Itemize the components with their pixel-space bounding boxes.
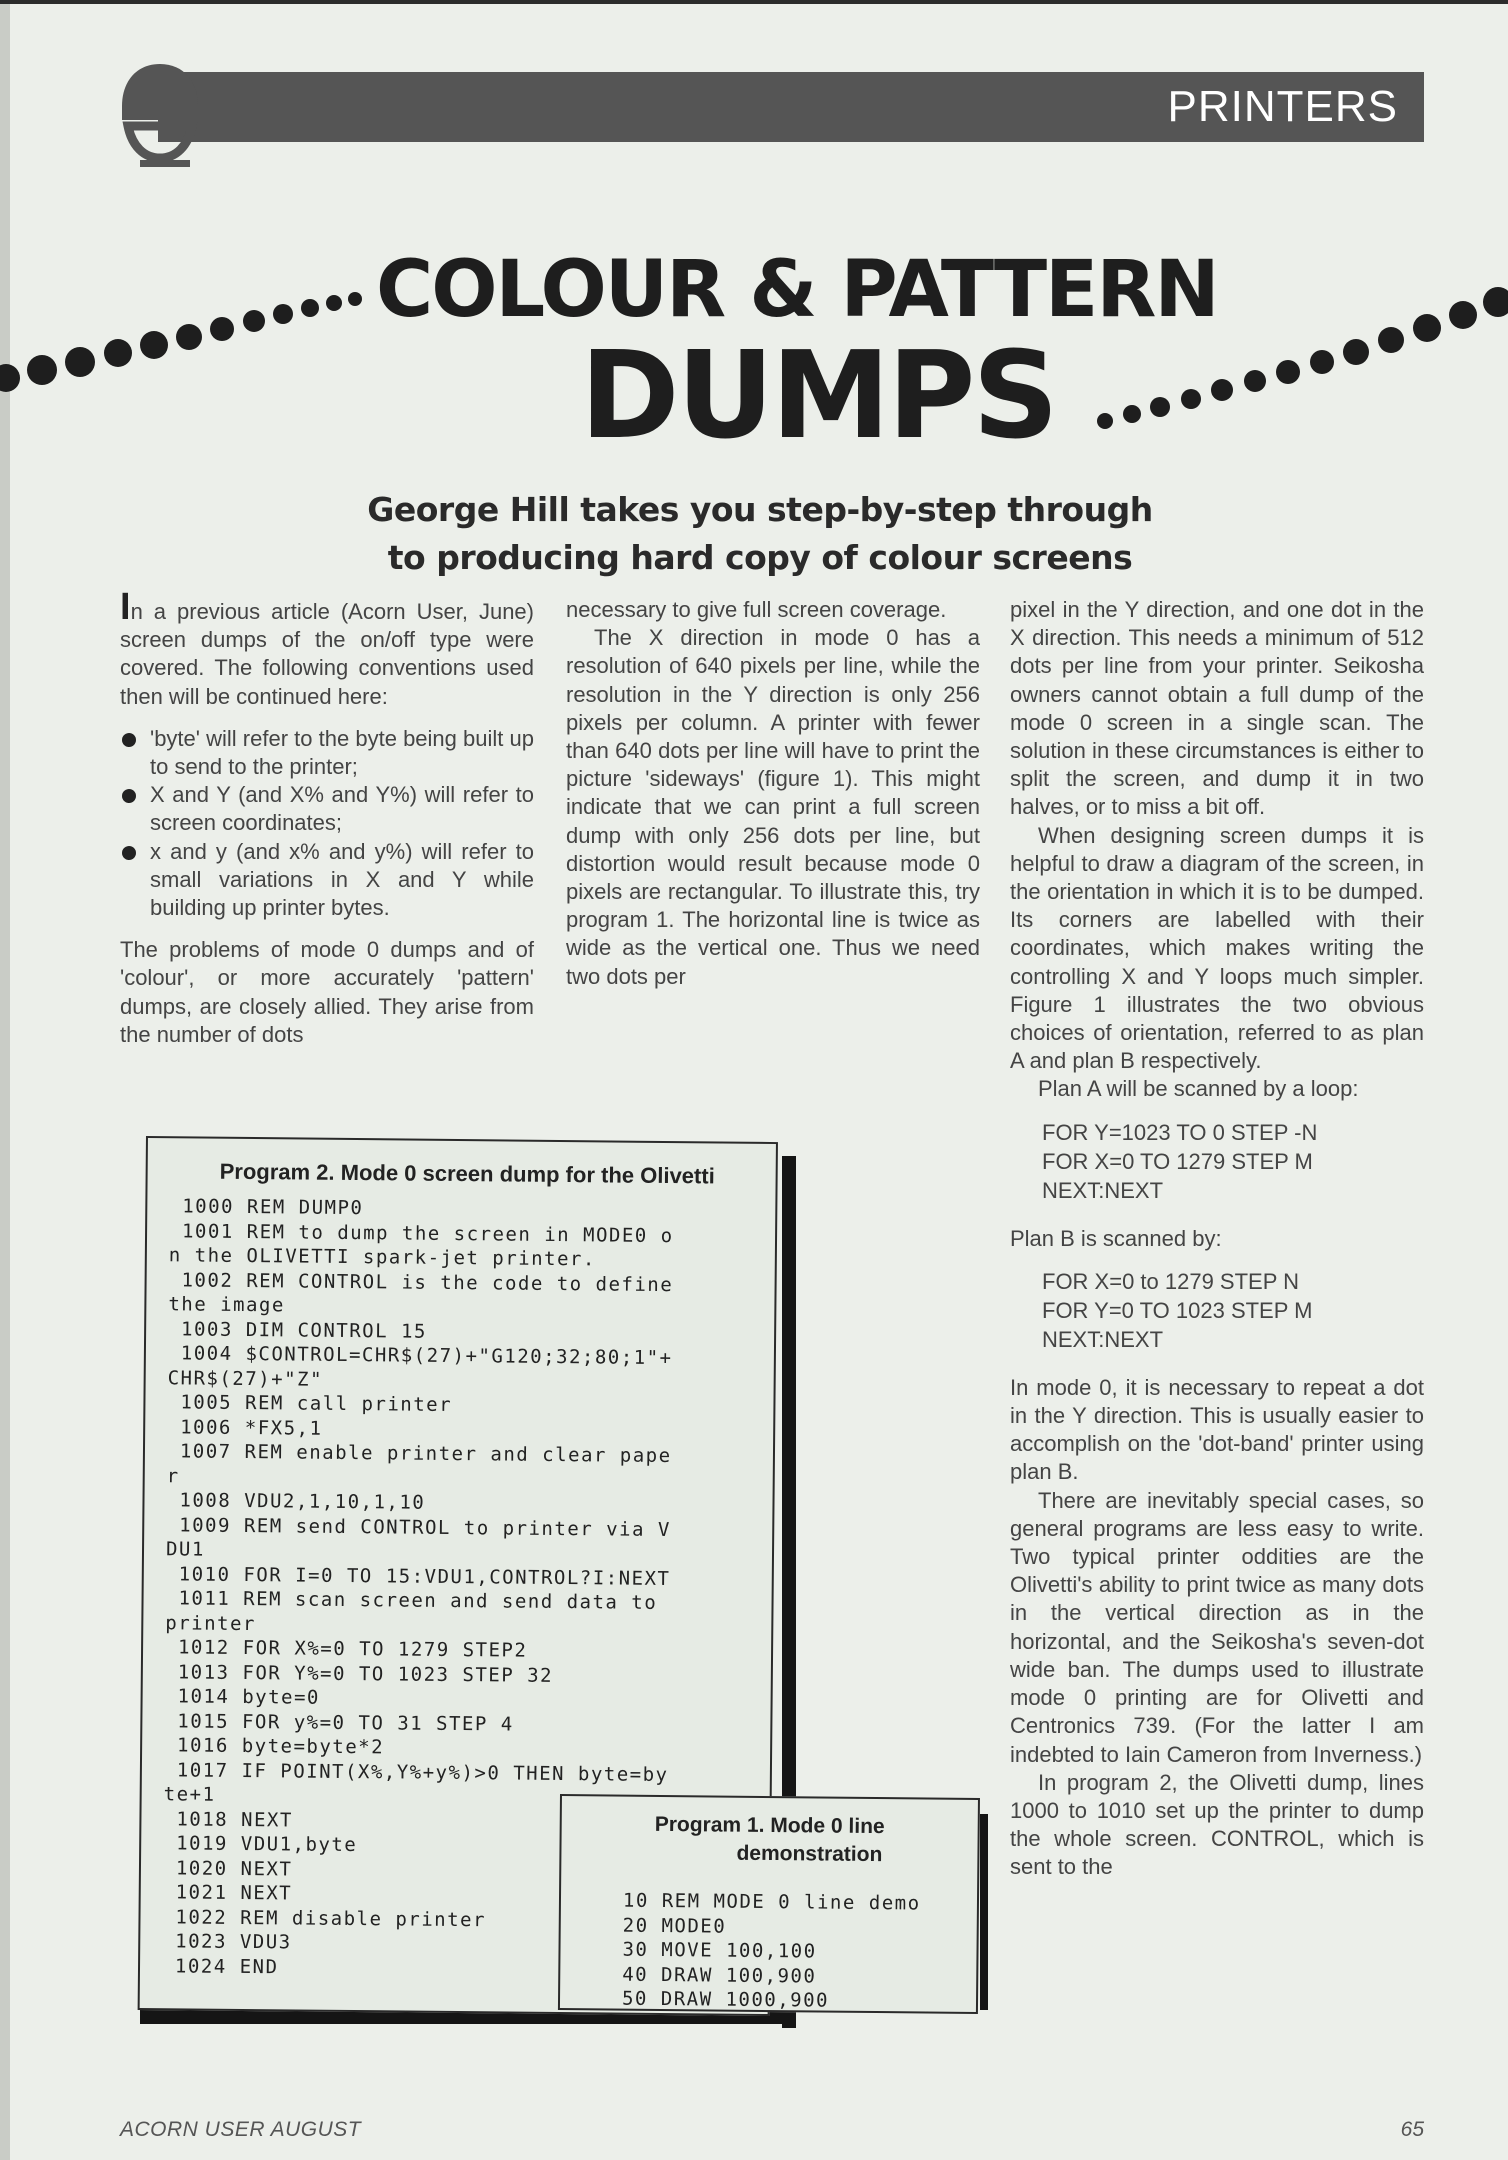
paragraph-text: n a previous article (Acorn User, June) screen dumps of the on/off type were covered. The following conventions used then will be continued here: <box>120 599 534 709</box>
bullet-icon <box>122 789 136 803</box>
list-item <box>120 838 534 923</box>
program1-listing-box <box>558 1794 980 2014</box>
program1-title-line1: Program 1. Mode 0 line <box>654 1812 885 1839</box>
code-line: FOR Y=0 TO 1023 STEP M <box>1042 1297 1313 1323</box>
paragraph: The X direction in mode 0 has a resolution of 640 pixels per line, while the resolution in the Y direction is only 256 pixels per column. A printer with fewer than 640 dots per line will have to print the picture 'sideways' (figure 1). This might indicate that we can print a full screen dump with only 256 dots per line, but distortion would result because mode 0 pixels are rectangular. To illustrate this, try program 1. The horizontal line is twice as wide as the vertical one. Thus we need two dots per <box>566 625 980 989</box>
footer-publication: ACORN USER AUGUST <box>120 2118 362 2141</box>
plan-a-loop <box>1042 1118 1424 1205</box>
program1-title-line2: demonstration <box>736 1841 883 1867</box>
program2-code: 1000 REM DUMP0 1001 REM to dump the screen in MODE0 o n the OLIVETTI spark-jet printer. 1002 REM CONTROL is the code to define the image 1003 DIM CONTROL 15 1004 $CONTROL=CHR$(27)+"G120;32;80;1"+ CHR$(27)+"Z" 1005 REM call printer 1006 *FX5,1 1007 REM enable printer and clear pape r 1008 VDU2,1,10,1,10 1009 REM send CONTROL to printer via V DU1 1010 FOR I=0 TO 15:VDU1,CONTROL?I:NEXT 1011 REM scan screen and send data to printer 1012 FOR X%=0 TO 1279 STEP2 1013 FOR Y%=0 TO 1023 STEP 32 1014 byte=0 1015 FOR y%=0 TO 31 STEP 4 1016 byte=byte*2 1017 IF POINT(X%,Y%+y%)>0 THEN byte=by te+1 1018 NEXT 1019 VDU1,byte 1020 NEXT 1021 NEXT 1022 REM disable printer 1023 VDU3 1024 END <box>161 1195 674 1978</box>
paragraph: pixel in the Y direction, and one dot in the X direction. This needs a minimum of 512 dots per line from your printer. Seikosha owners cannot obtain a full dump of the mode 0 screen in a single scan. The solution in these circumstances is either to split the screen, and dump it in two halves, or to miss a bit off. <box>1010 597 1424 820</box>
paragraph: In mode 0, it is necessary to repeat a dot in the Y direction. This is usually easier to accomplish on the 'dot-band' printer using plan B. <box>1010 1374 1424 1485</box>
code-line: FOR Y=1023 TO 0 STEP -N <box>1042 1119 1318 1145</box>
list-item-text: x and y (and x% and y%) will refer to small variations in X and Y while building up printer bytes. <box>150 838 534 921</box>
article-title-line1: COLOUR & PATTERN <box>376 245 1218 335</box>
list-item-text: 'byte' will refer to the byte being built up to send to the printer; <box>150 725 534 780</box>
paragraph: necessary to give full screen coverage. <box>566 597 947 622</box>
list-item <box>120 781 534 837</box>
program1-code: 10 REM MODE 0 line demo 20 MODE0 30 MOVE 100,100 40 DRAW 100,900 50 DRAW 1000,900 <box>621 1889 921 2012</box>
section-label: PRINTERS <box>1167 82 1398 131</box>
standfirst-line1: George Hill takes you step-by-step through <box>367 490 1153 529</box>
paragraph: Plan B is scanned by: <box>1010 1225 1222 1251</box>
bullet-icon <box>122 733 136 747</box>
paragraph: When designing screen dumps it is helpful to draw a diagram of the screen, in the orientation in which it is to be dumped. Its corners are labelled with their coordinates, which makes writing the controlling X and Y loops much simpler. Figure 1 illustrates the two obvious choices of orientation, referred to as plan A and plan B respectively. <box>1010 822 1424 1074</box>
list-item-text: X and Y (and X% and Y%) will refer to screen coordinates; <box>150 782 534 836</box>
paragraph: In program 2, the Olivetti dump, lines 1000 to 1010 set up the printer to dump the whole screen. CONTROL, which is sent to the <box>1010 1769 1424 1880</box>
paragraph: There are inevitably special cases, so general programs are less easy to write. Two typical printer oddities are the Olivetti's ability to print twice as many dots in the vertical direction as in the horizontal, and the Seikosha's seven-dot wide ban. The dumps used to illustrate mode 0 printing are for Olivetti and Centronics 739. (For the latter I am indebted to Iain Cameron from Inverness.) <box>1010 1487 1424 1767</box>
plan-b-loop <box>1042 1267 1424 1354</box>
article-column-1 <box>120 586 534 1049</box>
paragraph: The problems of mode 0 dumps and of 'colour', or more accurately 'pattern' dumps, are closely allied. They arise from the number of dots <box>120 937 534 1047</box>
article-title-line2: DUMPS <box>580 327 1056 466</box>
standfirst-line2: to producing hard copy of colour screens <box>387 538 1133 577</box>
page-number: 65 <box>1400 2118 1424 2141</box>
code-line: FOR X=0 to 1279 STEP N <box>1042 1268 1299 1294</box>
paragraph: Plan A will be scanned by a loop: <box>1038 1076 1359 1102</box>
program1-title <box>561 1810 978 1870</box>
code-line: NEXT:NEXT <box>1042 1177 1164 1203</box>
article-column-2 <box>566 596 980 991</box>
drop-cap: I <box>120 586 131 628</box>
list-item <box>120 725 534 781</box>
conventions-list <box>120 725 534 922</box>
program2-title: Program 2. Mode 0 screen dump for the Olivetti <box>219 1158 715 1189</box>
code-line: FOR X=0 TO 1279 STEP M <box>1042 1148 1313 1174</box>
code-line: NEXT:NEXT <box>1042 1326 1164 1352</box>
paragraph <box>120 586 534 711</box>
program1-box-shadow <box>980 1814 988 2010</box>
bullet-icon <box>122 846 136 860</box>
article-column-3 <box>1010 596 1424 1882</box>
standfirst <box>340 486 1180 582</box>
